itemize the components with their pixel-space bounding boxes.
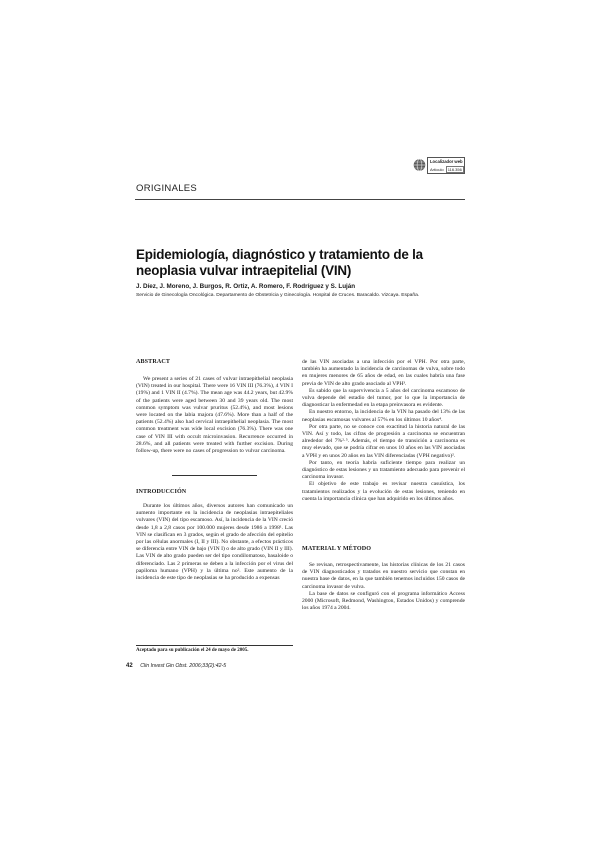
article-title: Epidemiología, diagnóstico y tratamiento de la neoplasia vulvar intraepitelial (VIN) bbox=[136, 247, 423, 278]
globe-icon bbox=[413, 158, 426, 172]
methods-paragraph: Se revisan, retrospectivamente, las historias clínicas de los 21 casos de VIN diagnosticados y tratados en nuestro servicio que constan en nuestra base de datos, en la que también tenemos incluidos 150 casos de carcinoma invasor de vulva. bbox=[302, 562, 465, 590]
badge-label: Artículo bbox=[430, 167, 444, 172]
section-label: ORIGINALES bbox=[136, 183, 198, 194]
intro-paragraph: El objetivo de este trabajo es revisar nuestra casuística, los tratamientos realizados y la evolución de estas lesiones, teniendo en cuenta la importancia clínica que han adquirido en los últimos años. bbox=[302, 481, 465, 502]
abstract-divider bbox=[172, 475, 257, 476]
accepted-note: Aceptado para su publicación el 24 de mayo de 2005. bbox=[136, 648, 249, 653]
abstract-heading: ABSTRACT bbox=[136, 359, 170, 365]
methods-paragraph: La base de datos se configuró con el programa informático Access 2000 (Microsoft, Redmond, Washington, Estados Unidos) y comprende los años 1974 a 2004. bbox=[302, 590, 465, 612]
page-footer bbox=[126, 663, 226, 669]
badge-box bbox=[427, 157, 465, 174]
journal-citation: Clin Invest Gin Obst. 2006;33(2):42-5 bbox=[140, 663, 227, 669]
abstract-body bbox=[136, 376, 293, 455]
author-list: J. Díez, J. Moreno, J. Burgos, R. Ortiz, A. Romero, F. Rodríguez y S. Luján bbox=[136, 283, 356, 290]
badge-row bbox=[430, 166, 464, 173]
intro-paragraph: Es sabido que la supervivencia a 5 años del carcinoma escamoso de vulva depende del estadio del tumor, por lo que la importancia de diagnosticar la enfermedad en la etapa preinvasora es evidente. bbox=[302, 387, 465, 409]
intro-paragraph: En nuestro entorno, la incidencia de la VIN ha pasado del 13% de las neoplasias escamosas vulvares al 57% en los últimos 10 años⁴. bbox=[302, 409, 465, 423]
footnote-divider bbox=[136, 645, 293, 646]
web-locator-badge bbox=[413, 157, 465, 174]
intro-paragraph: Por tanto, en teoría habría suficiente tiempo para realizar un diagnóstico de estas lesiones y un tratamiento adecuado para prevenir el carcinoma invasor. bbox=[302, 459, 465, 481]
affiliation: Servicio de Ginecología Oncológica. Departamento de Obstetricia y Ginecología. Hospital de Cruces. Baracaldo. Vizcaya. España. bbox=[136, 293, 420, 298]
abstract-paragraph: We present a series of 21 cases of vulvar intraepithelial neoplasia (VIN) treated in our hospital. There were 16 VIN III (76.3%), 4 VIN I (19%) and 1 VIN II (4.7%). The mean age was 44.2 years, but 42.9% of the patients were aged between 30 and 39 years old. The most common symptom was vulvar pruritus (52.4%), and most lesions were located on the labia majora (47.6%). More than a half of the patients (52.4%) also had cervical intraepithelial neoplasia. The most common treatment was wide local excision (76.3%). There was one case of VIN III with occult microinvasion. Recurrence occurred in 28.6%, and all patients were treated with further excision. During follow-up, there were no cases of progression to vulvar carcinoma. bbox=[136, 376, 293, 455]
intro-paragraph: Durante los últimos años, diversos autores han comunicado un aumento importante en la incidencia de neoplasias intraepiteliales vulvares (VIN) del tipo escamoso. Así, la incidencia de la VIN creció desde 1,8 a 2,8 casos por 100.000 mujeres desde 1986 a 1998¹. Las VIN se clasifican en 3 grados, según el grado de afección del epitelio por las células anormales (I, II y III). No obstante, a efectos prácticos se diferencia entre VIN de bajo (VIN I) o de alto grado (VIN II y III). Las VIN de alto grado pueden ser del tipo condilomatoso, basaloide o diferenciado. Las 2 primeras se deben a la infección por el virus del papiloma humano (VPH) y la última no². Este aumento de la incidencia de este tipo de neoplasias se ha producido a expensas bbox=[136, 503, 293, 582]
section-divider bbox=[135, 199, 465, 200]
intro-paragraph: de las VIN asociadas a una infección por el VPH. Por otra parte, también ha aumentado la incidencia de carcinomas de vulva, sobre todo en mujeres menores de 65 años de edad, en las cuales habría una fase previa de VIN de alto grado asociado al VPH³. bbox=[302, 359, 465, 387]
badge-title: Localizador web bbox=[430, 159, 463, 164]
intro-right-body bbox=[302, 359, 465, 503]
intro-paragraph: Por otra parte, no se conoce con exactitud la historia natural de las VIN. Así y todo, las cifras de progresión a carcinoma se encuentran alrededor del 7%²·⁵. Además, el tiempo de transición a carcinoma es muy elevado, que se podría cifrar en unos 10 años en las VIN asociadas a VPH y en unos 20 años en las VIN diferenciadas (VPH negativo)². bbox=[302, 423, 465, 459]
intro-heading: INTRODUCCIÓN bbox=[136, 489, 187, 495]
methods-heading: MATERIAL Y MÉTODO bbox=[302, 546, 372, 552]
intro-left-body bbox=[136, 503, 293, 582]
badge-code: 116.356 bbox=[447, 167, 462, 172]
methods-body bbox=[302, 562, 465, 612]
page-number: 42 bbox=[126, 663, 133, 669]
